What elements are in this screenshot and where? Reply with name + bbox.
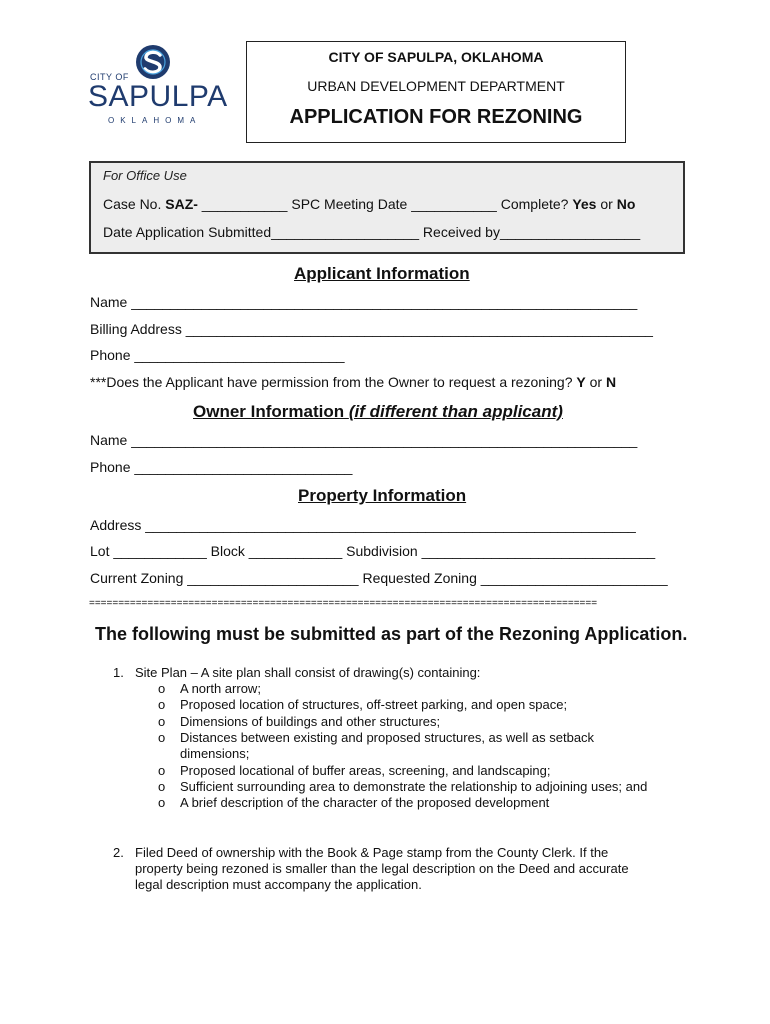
header-city: CITY OF SAPULPA, OKLAHOMA (328, 49, 544, 65)
requirements-title: The following must be submitted as part of the Rezoning Application. (95, 624, 688, 644)
complete-yes[interactable]: Yes (572, 196, 597, 212)
bullet-marker: o (158, 795, 166, 810)
separator-line: ======================================================================================= (89, 598, 598, 609)
logo-city-of: CITY OF (90, 72, 129, 82)
owner-info-title-note: (if different than applicant) (348, 402, 563, 421)
applicant-phone-field[interactable]: Phone ___________________________ (90, 347, 345, 363)
bullet-item: A north arrow; (180, 681, 261, 696)
bullet-marker: o (158, 681, 166, 696)
logo-name: SAPULPA (88, 80, 228, 113)
permission-no[interactable]: N (605, 374, 617, 390)
property-lot-block-subdivision-field[interactable]: Lot ____________ Block ____________ Subdivision ______________________________ (90, 543, 656, 559)
bullet-marker: o (158, 714, 166, 729)
applicant-name-field[interactable]: Name _________________________________________________________________ (90, 294, 638, 310)
case-no-prefix: SAZ- (165, 196, 198, 212)
bullet-marker: o (158, 763, 166, 778)
header-department: URBAN DEVELOPMENT DEPARTMENT (307, 78, 565, 94)
office-use-box (89, 161, 685, 254)
bullet-item-continuation: dimensions; (180, 746, 250, 761)
bullet-item: A brief description of the character of the proposed development (180, 795, 550, 810)
item-1-text: Site Plan – A site plan shall consist of drawing(s) containing: (135, 665, 481, 680)
item-1-number: 1. (113, 665, 124, 680)
permission-or: or (585, 374, 606, 390)
owner-name-field[interactable]: Name _________________________________________________________________ (90, 432, 638, 448)
item-2-line: legal description must accompany the application. (135, 877, 422, 892)
bullet-item: Proposed locational of buffer areas, screening, and landscaping; (180, 763, 551, 778)
bullet-item: Proposed location of structures, off-street parking, and open space; (180, 697, 568, 712)
permission-question-text: ***Does the Applicant have permission from the Owner to request a rezoning? (90, 374, 577, 390)
bullet-marker: o (158, 697, 166, 712)
office-row-submitted[interactable]: Date Application Submitted___________________ Received by__________________ (103, 224, 641, 240)
item-2-number: 2. (113, 845, 124, 860)
bullet-marker: o (158, 730, 166, 745)
case-no-label: Case No. (103, 196, 166, 212)
sapulpa-s-logo-icon (135, 44, 171, 80)
complete-label: Complete? (500, 196, 573, 212)
item-2-line: property being rezoned is smaller than the legal description on the Deed and accurate (135, 861, 629, 876)
item-2-line: Filed Deed of ownership with the Book & Page stamp from the County Clerk. If the (135, 845, 609, 860)
property-address-field[interactable]: Address _______________________________________________________________ (90, 517, 636, 533)
permission-yes[interactable]: Y (576, 374, 586, 390)
bullet-item: Sufficient surrounding area to demonstrate the relationship to adjoining uses; and (180, 779, 648, 794)
city-logo (88, 44, 228, 128)
property-info-title: Property Information (298, 486, 467, 505)
applicant-info-title: Applicant Information (294, 264, 470, 283)
office-use-label: For Office Use (103, 168, 187, 183)
owner-info-title-text: Owner Information (193, 402, 349, 421)
office-row-case (103, 196, 635, 212)
applicant-billing-address-field[interactable]: Billing Address ____________________________________________________________ (90, 321, 653, 337)
page-title: APPLICATION FOR REZONING (289, 106, 583, 128)
header-box (246, 41, 626, 143)
complete-no[interactable]: No (616, 196, 636, 212)
bullet-item: Distances between existing and proposed structures, as well as setback (180, 730, 595, 745)
case-no-field[interactable]: ___________ (197, 196, 292, 212)
owner-permission-question (90, 374, 616, 390)
spc-meeting-date-field[interactable]: SPC Meeting Date ___________ (291, 196, 501, 212)
complete-or: or (596, 196, 617, 212)
bullet-item: Dimensions of buildings and other structures; (180, 714, 441, 729)
logo-state: OKLAHOMA (108, 116, 202, 125)
bullet-marker: o (158, 779, 166, 794)
property-zoning-field[interactable]: Current Zoning ______________________ Requested Zoning ________________________ (90, 570, 668, 586)
owner-phone-field[interactable]: Phone ____________________________ (90, 459, 353, 475)
owner-info-title (193, 402, 563, 422)
